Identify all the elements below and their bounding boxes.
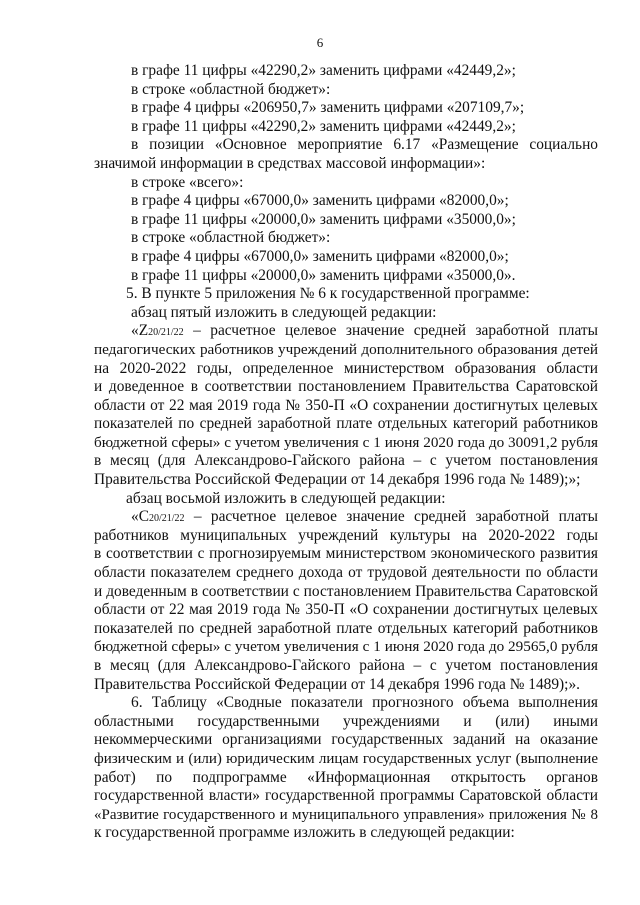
text-line: значимой информации в средствах массовой информации»:: [94, 154, 486, 172]
formula-z-subscript: 20/21/22: [148, 327, 184, 339]
text-line: в соответствии с прогнозируемым министерством экономического развития: [94, 545, 598, 563]
formula-c-subscript: 20/21/22: [148, 513, 185, 525]
formula-c-symbol: «C: [131, 508, 149, 526]
text-line: абзац пятый изложить в следующей редакции:: [131, 303, 437, 321]
text-line: областными государственными учреждениями и (или) иными: [94, 712, 598, 730]
text-line: 6. Таблицу «Сводные показатели прогнозного объема выполнения: [131, 694, 598, 712]
text-line: области показателем среднего дохода от трудовой деятельности по области: [94, 564, 598, 582]
text-line: абзац восьмой изложить в следующей редакции:: [126, 489, 446, 507]
text-line: области от 22 мая 2019 года № 350-П «О сохранении достигнутых целевых: [94, 396, 598, 414]
text-line: в месяц (для Александрово-Гайского района – с учетом постановления: [94, 452, 598, 470]
text-line: в графе 4 цифры «67000,0» заменить цифрами «82000,0»;: [131, 192, 509, 210]
text-line: Правительства Российской Федерации от 14 декабря 1996 года № 1489);»;: [94, 471, 581, 489]
formula-c-text: – расчетное целевое значение средней заработной платы: [193, 508, 598, 526]
text-line: бюджетной сферы» с учетом увеличения с 1 июня 2020 года до 29565,0 рубля: [94, 638, 598, 656]
text-line: в графе 11 цифры «20000,0» заменить цифрами «35000,0».: [131, 266, 516, 284]
text-line: в графе 11 цифры «42290,2» заменить цифрами «42449,2»;: [131, 117, 516, 135]
text-line: на 2020-2022 годы, определенное министерством образования области: [94, 359, 598, 377]
formula-c-line: [94, 508, 598, 527]
formula-z-text: – расчетное целевое значение средней заработной платы: [193, 322, 598, 340]
formula-z-line: [94, 322, 598, 341]
text-line: работников муниципальных учреждений культуры на 2020-2022 годы: [94, 526, 598, 544]
text-line: в графе 4 цифры «67000,0» заменить цифрами «82000,0»;: [131, 247, 509, 265]
document-body: [94, 62, 598, 843]
page-number: 6: [316, 35, 324, 50]
text-line: показателей по средней заработной плате отдельных категорий работников: [94, 619, 598, 637]
text-line: в строке «областной бюджет»:: [131, 229, 331, 247]
text-line: в графе 11 цифры «42290,2» заменить цифрами «42449,2»;: [131, 62, 516, 79]
text-line: в графе 4 цифры «206950,7» заменить цифрами «207109,7»;: [131, 99, 525, 117]
text-line: области от 22 мая 2019 года № 350-П «О сохранении достигнутых целевых: [94, 601, 598, 619]
formula-z-symbol: «Z: [131, 322, 149, 340]
text-line: государственной власти» государственной программы Саратовской области: [94, 787, 598, 805]
text-line: работ) по подпрограмме «Информационная открытость органов: [94, 768, 598, 786]
text-line: в строке «областной бюджет»:: [131, 80, 331, 98]
text-line: в строке «всего»:: [131, 173, 244, 191]
text-line: показателей по средней заработной плате отдельных категорий работников: [94, 415, 598, 433]
text-line: в графе 11 цифры «20000,0» заменить цифрами «35000,0»;: [131, 210, 516, 228]
text-line: бюджетной сферы» с учетом увеличения с 1 июня 2020 года до 30091,2 рубля: [94, 433, 598, 451]
text-line: в позиции «Основное мероприятие 6.17 «Размещение социально: [131, 136, 598, 154]
text-line: в месяц (для Александрово-Гайского района – с учетом постановления: [94, 657, 598, 674]
text-line: Правительства Российской Федерации от 14 декабря 1996 года № 1489);».: [94, 675, 580, 693]
text-line: некоммерческими организациями государственных заданий на оказание: [94, 731, 598, 749]
text-line: физическим и (или) юридическим лицам государственных услуг (выполнение: [94, 750, 598, 767]
text-line: педагогических работников учреждений дополнительного образования детей: [94, 340, 598, 358]
text-line: «Развитие государственного и муниципального управления» приложения № 8: [94, 806, 598, 823]
text-line: 5. В пункте 5 приложения № 6 к государственной программе:: [126, 285, 530, 303]
text-line: к государственной программе изложить в следующей редакции:: [94, 824, 515, 842]
text-line: и доведенное в соответствии постановлением Правительства Саратовской: [94, 378, 598, 396]
text-line: и доведенным в соответствии с постановлением Правительства Саратовской: [94, 582, 598, 600]
